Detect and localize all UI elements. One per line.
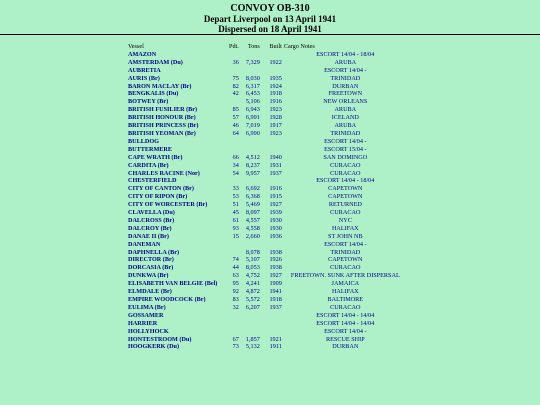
cell-tons (239, 320, 260, 328)
cell-notes: TRINIDAD (330, 129, 361, 137)
table-row (128, 241, 409, 249)
cell-pdt: 64 (232, 129, 239, 137)
cell-vessel: BUTTERMERE (128, 145, 173, 153)
cell-pdt: 75 (232, 74, 239, 82)
cell-notes: ESCORT 14/04 - (324, 137, 367, 145)
table-row (128, 154, 409, 162)
dispersed-line: Dispersed on 18 April 1941 (218, 24, 322, 34)
cell-built: 1927 (269, 272, 282, 280)
cell-built (260, 328, 282, 336)
cell-pdt (229, 249, 239, 257)
table-row (128, 264, 409, 272)
depart-line: Depart Liverpool on 13 April 1941 (203, 14, 337, 24)
cell-built: 1917 (269, 122, 282, 130)
cell-tons: 6,368 (245, 193, 260, 201)
cell-tons (239, 328, 260, 336)
convoy-header (0, 0, 540, 34)
cell-notes: NEW ORLEANS (323, 98, 368, 106)
table-row (128, 209, 409, 217)
cell-notes: ESCORT 14/04 - 18/04 (316, 50, 375, 58)
cell-tons (239, 241, 260, 249)
cell-tons: 5,107 (245, 256, 260, 264)
cell-vessel: HONTESTROOM (Du) (128, 335, 192, 343)
table-row (128, 217, 409, 225)
cell-tons (239, 67, 260, 75)
cell-notes: NYC (338, 216, 352, 224)
cell-notes: ESCORT 14/04 - (324, 66, 367, 74)
cell-tons: 6,990 (245, 129, 260, 137)
table-row (128, 225, 409, 233)
cell-built: 1916 (269, 185, 282, 193)
cell-built: 1923 (269, 106, 282, 114)
cell-notes: FREETOWN (328, 90, 363, 98)
cell-vessel: DALCROSS (Br) (128, 216, 175, 224)
cell-pdt: 67 (232, 335, 239, 343)
cell-built: 1924 (269, 82, 282, 90)
col-tons: Tons (247, 43, 260, 50)
cell-vessel: DIRECTOR (Br) (128, 256, 174, 264)
cell-notes: HALIFAX (331, 224, 359, 232)
cell-pdt: 32 (232, 303, 239, 311)
table-row (128, 83, 409, 91)
cell-vessel: HOOGKERK (Du) (128, 343, 180, 351)
cell-tons: 5,469 (245, 201, 260, 209)
cell-built: 1921 (269, 335, 282, 343)
table-row (128, 280, 409, 288)
cell-vessel: ELMDALE (Br) (128, 288, 172, 296)
table-row (128, 304, 409, 312)
cell-pdt (229, 146, 239, 154)
cell-vessel: CHESTERFIELD (128, 177, 177, 185)
cell-pdt: 63 (232, 272, 239, 280)
cell-built: 1911 (269, 343, 282, 351)
table-row (128, 296, 409, 304)
cell-tons: 6,943 (245, 106, 260, 114)
table-row (128, 256, 409, 264)
cell-pdt (229, 241, 239, 249)
cell-notes: ST JOHN NB (328, 232, 363, 240)
cell-vessel: GOSSAMER (128, 311, 164, 319)
cell-notes: FREETOWN. SUNK AFTER DISPERSAL (290, 272, 400, 280)
cell-tons: 4,241 (245, 280, 260, 288)
table-row (128, 320, 409, 328)
cell-notes: RETURNED (328, 201, 362, 209)
cell-tons: 4,558 (245, 224, 260, 232)
cell-tons: 8,030 (245, 74, 260, 82)
cell-built (260, 241, 282, 249)
vessel-table (128, 43, 409, 351)
cell-vessel: BRITISH FUSILIER (Br) (128, 106, 198, 114)
cell-vessel: AURIS (Br) (128, 74, 160, 82)
cell-built: 1937 (269, 303, 282, 311)
cell-vessel: CITY OF RIPON (Br) (128, 193, 188, 201)
cell-tons: 8,097 (245, 209, 260, 217)
table-row (128, 328, 409, 336)
cell-built: 1937 (269, 169, 282, 177)
cell-built (260, 67, 282, 75)
cell-tons: 5,106 (245, 98, 260, 106)
cell-vessel: EULIMA (Br) (128, 303, 166, 311)
cell-tons (239, 177, 260, 185)
cell-pdt: 95 (232, 280, 239, 288)
table-row (128, 59, 409, 67)
table-row (128, 185, 409, 193)
cell-tons: 6,207 (245, 303, 260, 311)
cell-notes: CURACAO (330, 161, 361, 169)
cell-built: 1927 (269, 201, 282, 209)
table-row (128, 193, 409, 201)
cell-built (260, 312, 282, 320)
cell-notes: ESCORT 15/04 - (324, 145, 367, 153)
cell-vessel: DALCROY (Br) (128, 224, 172, 232)
cell-vessel: ELISABETH VAN BELGIE (Bel) (128, 280, 218, 288)
cell-built (260, 146, 282, 154)
cell-tons: 9,957 (245, 169, 260, 177)
cell-notes: ARUBA (334, 122, 357, 130)
cell-built: 1936 (269, 232, 282, 240)
cell-pdt: 66 (232, 153, 239, 161)
cell-built: 1939 (269, 209, 282, 217)
cell-vessel: EMPIRE WOODCOCK (Br) (128, 296, 206, 303)
cell-pdt: 61 (232, 216, 239, 224)
cell-pdt: 51 (232, 201, 239, 209)
cell-built: 1930 (269, 216, 282, 224)
cell-vessel: DANAE II (Br) (128, 232, 169, 240)
cell-vessel: BRITISH PRINCESS (Br) (128, 122, 199, 130)
cell-pdt (229, 98, 239, 106)
cell-notes: CURACAO (330, 209, 361, 217)
col-cargo-notes: Cargo Notes (283, 43, 315, 50)
cell-built (260, 320, 282, 328)
cell-notes: DURBAN (332, 82, 359, 90)
cell-pdt (229, 51, 239, 59)
cell-built: 1938 (269, 264, 282, 272)
cell-notes: SAN DOMINGO (323, 153, 368, 161)
cell-vessel: BULLDOG (128, 137, 159, 145)
cell-pdt: 57 (232, 114, 239, 122)
cell-notes: DURBAN (332, 343, 359, 351)
table-row (128, 343, 409, 351)
table-row (128, 170, 409, 178)
table-row (128, 336, 409, 344)
table-row (128, 122, 409, 130)
cell-tons: 4,872 (245, 288, 260, 296)
cell-tons: 8,078 (245, 248, 260, 256)
cell-built: 1923 (269, 129, 282, 137)
col-built: Built (269, 43, 282, 50)
header-divider (0, 34, 540, 35)
cell-notes: ARUBA (334, 106, 357, 114)
cell-notes: CURACAO (330, 169, 361, 177)
cell-tons: 6,692 (245, 185, 260, 193)
cell-pdt: 44 (232, 264, 239, 272)
cell-notes: TRINIDAD (330, 248, 361, 256)
cell-pdt (229, 312, 239, 320)
cell-vessel: CAPE WRATH (Br) (128, 153, 183, 161)
col-vessel: Vessel (128, 43, 144, 50)
cell-built: 1930 (269, 224, 282, 232)
cell-pdt: 45 (232, 209, 239, 217)
cell-built: 1916 (269, 98, 282, 106)
convoy-title: CONVOY OB-310 (230, 3, 310, 14)
cell-tons: 4,512 (245, 153, 260, 161)
cell-pdt: 73 (232, 343, 239, 351)
cell-notes: ICELAND (331, 114, 359, 122)
cell-vessel: DUNKWA (Br) (128, 272, 169, 280)
table-row (128, 67, 409, 75)
cell-notes: ESCORT 14/04 - 14/04 (316, 311, 375, 319)
cell-tons: 8,237 (245, 161, 260, 169)
cell-vessel: AMAZON (128, 50, 157, 58)
cell-built (260, 177, 282, 185)
table-row (128, 138, 409, 146)
cell-pdt: 93 (232, 224, 239, 232)
cell-vessel: BRITISH HONOUR (Br) (128, 114, 196, 122)
table-row (128, 312, 409, 320)
cell-pdt: 46 (232, 122, 239, 130)
cell-tons: 7,329 (245, 58, 260, 66)
table-header-row (128, 43, 409, 51)
cell-notes: ESCORT 14/04 - 14/04 (316, 319, 375, 327)
cell-vessel: AUBRETIA (128, 66, 161, 74)
cell-pdt (229, 328, 239, 336)
cell-pdt: 33 (232, 185, 239, 193)
cell-tons (239, 146, 260, 154)
table-row (128, 114, 409, 122)
cell-vessel: HOLLYHOCK (128, 327, 169, 335)
table-row (128, 130, 409, 138)
cell-built: 1940 (269, 153, 282, 161)
table-row (128, 51, 409, 59)
cell-vessel: CITY OF WORCESTER (Br) (128, 201, 208, 209)
cell-notes: BALTIMORE (327, 296, 364, 303)
cell-pdt: 74 (232, 256, 239, 264)
cell-built: 1918 (269, 90, 282, 98)
cell-built: 1909 (269, 280, 282, 288)
cell-vessel: CARDITA (Br) (128, 161, 169, 169)
table-row (128, 272, 409, 280)
cell-built (260, 51, 282, 59)
cell-tons: 5,572 (245, 296, 260, 303)
cell-tons: 2,660 (245, 232, 260, 240)
cell-notes: ARUBA (334, 58, 357, 66)
cell-pdt (229, 320, 239, 328)
cell-built: 1915 (269, 193, 282, 201)
cell-notes: CURACAO (330, 303, 361, 311)
cell-pdt: 92 (232, 288, 239, 296)
cell-notes: CAPETOWN (328, 193, 363, 201)
table-row (128, 75, 409, 83)
table-row (128, 288, 409, 296)
cell-notes: RESCUE SHIP (325, 335, 365, 343)
cell-tons: 4,557 (245, 216, 260, 224)
cell-notes: ESCORT 14/04 - 18/04 (316, 177, 375, 185)
cell-pdt: 36 (232, 58, 239, 66)
cell-built: 1935 (269, 74, 282, 82)
table-row (128, 106, 409, 114)
cell-vessel: CHARLES RACINE (Nor) (128, 169, 200, 177)
cell-pdt: 54 (232, 169, 239, 177)
cell-notes: ESCORT 14/04 - (324, 240, 367, 248)
col-pdt: Pdt. (229, 43, 239, 50)
cell-vessel: DANEMAN (128, 240, 161, 248)
cell-tons: 8,053 (245, 264, 260, 272)
cell-vessel: BOTWEY (Br) (128, 98, 169, 106)
cell-vessel: CLAVELLA (Du) (128, 209, 175, 217)
cell-pdt: 85 (232, 106, 239, 114)
cell-built: 1941 (269, 288, 282, 296)
cell-built (260, 138, 282, 146)
cell-tons (239, 312, 260, 320)
cell-tons: 4,752 (245, 272, 260, 280)
cell-tons: 7,019 (245, 122, 260, 130)
cell-tons: 6,991 (245, 114, 260, 122)
cell-pdt (229, 138, 239, 146)
cell-vessel: DAPHNELLA (Br) (128, 248, 180, 256)
cell-notes: TRINIDAD (330, 74, 361, 82)
cell-built: 1922 (269, 58, 282, 66)
cell-built: 1918 (269, 296, 282, 303)
table-row (128, 177, 409, 185)
cell-notes: HALIFAX (331, 288, 359, 296)
cell-pdt (229, 67, 239, 75)
cell-built: 1926 (269, 256, 282, 264)
cell-tons (239, 138, 260, 146)
cell-pdt: 34 (232, 161, 239, 169)
cell-vessel: DORCASIA (Br) (128, 264, 174, 272)
cell-built: 1938 (269, 248, 282, 256)
cell-vessel: CITY OF CANTON (Br) (128, 185, 194, 193)
table-row (128, 146, 409, 154)
cell-pdt: 42 (232, 90, 239, 98)
cell-vessel: AMSTERDAM (Du) (128, 58, 183, 66)
cell-pdt: 15 (232, 232, 239, 240)
cell-vessel: HARRIER (128, 319, 158, 327)
cell-notes: ESCORT 14/04 - (324, 327, 367, 335)
cell-tons: 6,317 (245, 82, 260, 90)
table-row (128, 233, 409, 241)
table-row (128, 201, 409, 209)
cell-built: 1928 (269, 114, 282, 122)
cell-vessel: BENGKALIS (Du) (128, 90, 179, 98)
cell-notes: JAMAICA (331, 280, 360, 288)
cell-tons: 6,453 (245, 90, 260, 98)
cell-tons: 1,857 (245, 335, 260, 343)
cell-pdt: 53 (232, 193, 239, 201)
cell-pdt: 82 (232, 82, 239, 90)
table-row (128, 162, 409, 170)
table-row (128, 98, 409, 106)
cell-vessel: BRITISH YEOMAN (Br) (128, 129, 196, 137)
vessel-rows (128, 51, 409, 351)
table-row (128, 249, 409, 257)
cell-pdt (229, 177, 239, 185)
cell-built: 1931 (269, 161, 282, 169)
cell-pdt: 83 (232, 296, 239, 303)
cell-tons (239, 51, 260, 59)
cell-tons: 5,132 (245, 343, 260, 351)
cell-vessel: BARON MACLAY (Br) (128, 82, 192, 90)
cell-notes: CAPETOWN (328, 256, 363, 264)
cell-notes: CAPETOWN (328, 185, 363, 193)
table-row (128, 90, 409, 98)
cell-notes: CURACAO (330, 264, 361, 272)
